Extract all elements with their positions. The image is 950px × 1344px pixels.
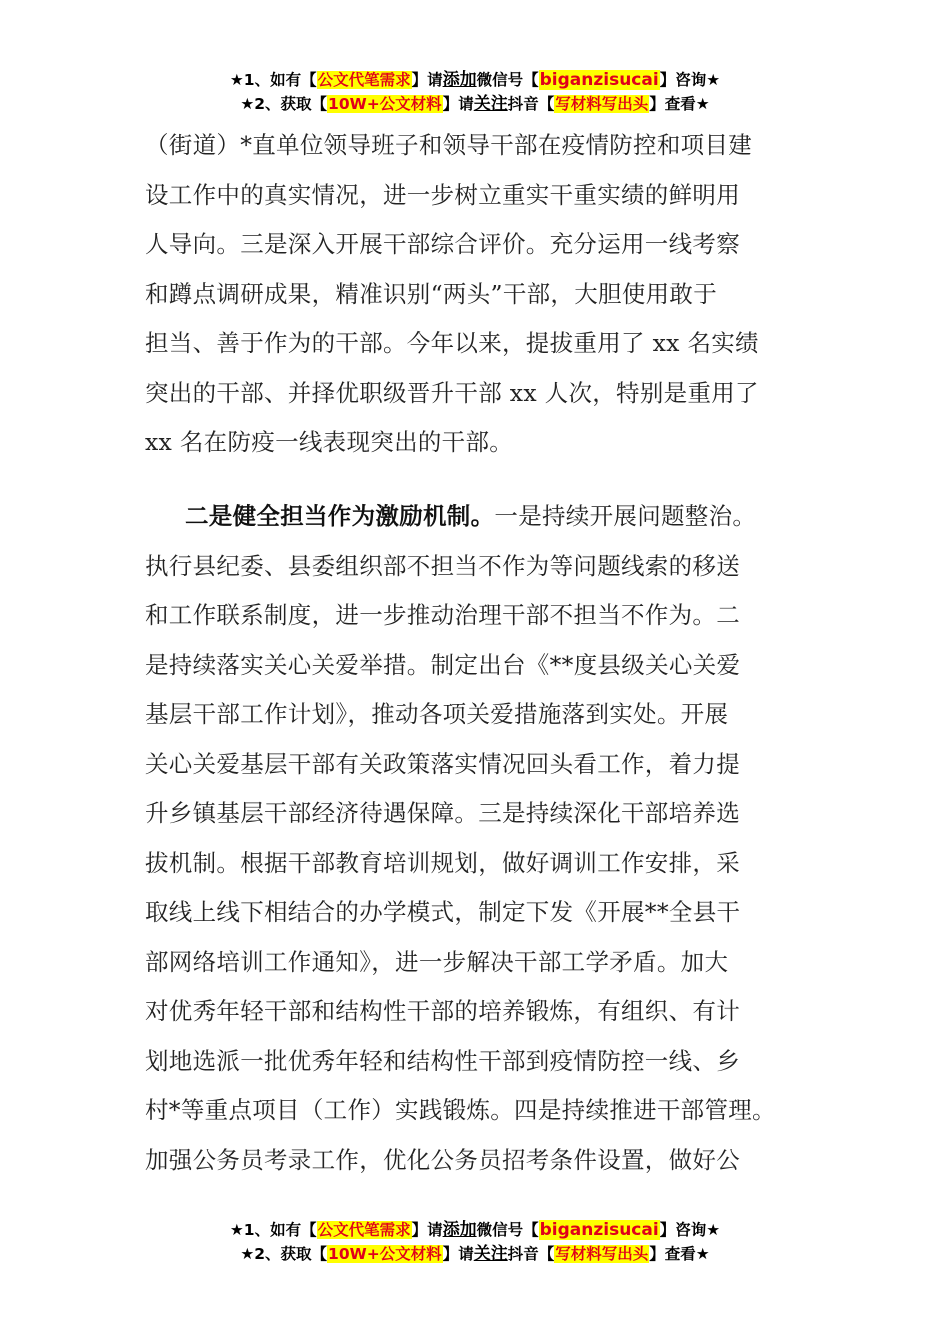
text-line: 人导向。三是深入开展干部综合评价。充分运用一线考察 (145, 230, 740, 258)
text-line: 是持续落实关心关爱举措。制定出台《**度县级关心关爱 (145, 650, 741, 679)
text-line: （街道）*直单位领导班子和领导干部在疫情防控和项目建 (145, 131, 753, 159)
banner-text: ★2、获取【 (240, 95, 328, 113)
text-line: 村*等重点项目（工作）实践锻炼。四是持续推进干部管理。 (145, 1096, 776, 1124)
banner-text: 】请 (411, 1221, 443, 1239)
banner-line-1 (0, 1218, 950, 1242)
banner-line-1 (0, 68, 950, 92)
paragraph-heading: 二是健全担当作为激励机制。 (185, 502, 495, 530)
banner-highlight: 公文代笔需求 (317, 1221, 411, 1239)
banner-highlight: 10W+公文材料 (328, 1245, 442, 1263)
text-run: 一是持续开展问题整治。 (494, 502, 757, 530)
banner-text: 】请 (411, 71, 443, 89)
footer-banner (0, 1218, 950, 1266)
banner-text: 】咨询★ (659, 1221, 721, 1239)
banner-text: 】请 (442, 1245, 474, 1263)
banner-line-2 (0, 92, 950, 116)
text-line: 担当、善于作为的干部。今年以来，提拔重用了 xx 名实绩 (145, 329, 759, 357)
text-line: 对优秀年轻干部和结构性干部的培养锻炼，有组织、有计 (145, 997, 740, 1025)
banner-text: 抖音【 (507, 95, 555, 113)
text-line: 部网络培训工作通知》，进一步解决干部工学矛盾。加大 (145, 947, 729, 976)
banner-underline: 关注 (473, 94, 508, 114)
text-line: 加强公务员考录工作，优化公务员招考条件设置，做好公 (145, 1145, 740, 1174)
banner-line-2 (0, 1242, 950, 1266)
text-line: 划地选派一批优秀年轻和结构性干部到疫情防控一线、乡 (145, 1046, 740, 1075)
wechat-id-highlight: biganzisucai (539, 1220, 659, 1240)
paragraph-1 (145, 121, 810, 468)
text-line: 关心关爱基层干部有关政策落实情况回头看工作，着力提 (145, 749, 740, 778)
banner-underline: 添加 (442, 70, 477, 90)
banner-text: ★2、获取【 (240, 1245, 328, 1263)
banner-text: ★1、如有【 (229, 1221, 317, 1239)
douyin-highlight: 写材料写出头 (555, 95, 649, 113)
banner-text: 抖音【 (507, 1245, 555, 1263)
banner-text: 微信号【 (476, 71, 539, 89)
banner-highlight: 公文代笔需求 (317, 71, 411, 89)
text-line: 和蹲点调研成果，精准识别“两头”干部，大胆使用敢于 (145, 279, 718, 308)
banner-text: ★1、如有【 (229, 71, 317, 89)
text-line: 升乡镇基层干部经济待遇保障。三是持续深化干部培养选 (145, 799, 740, 827)
paragraph-2 (145, 492, 810, 1185)
banner-text: 】请 (442, 95, 474, 113)
text-line: 取线上线下相结合的办学模式，制定下发《开展**全县干 (145, 898, 741, 926)
banner-text: 】咨询★ (659, 71, 721, 89)
banner-underline: 添加 (442, 1220, 477, 1240)
text-line: 设工作中的真实情况，进一步树立重实干重实绩的鲜明用 (145, 180, 740, 209)
text-line-first (145, 492, 810, 542)
banner-highlight: 10W+公文材料 (328, 95, 442, 113)
header-banner (0, 68, 950, 116)
banner-text: 】查看★ (649, 95, 710, 113)
douyin-highlight: 写材料写出头 (555, 1245, 649, 1263)
text-line: 拔机制。根据干部教育培训规划，做好调训工作安排，采 (145, 848, 740, 877)
banner-text: 】查看★ (649, 1245, 710, 1263)
text-line: 基层干部工作计划》，推动各项关爱措施落到实处。开展 (145, 700, 729, 728)
text-line: xx 名在防疫一线表现突出的干部。 (145, 428, 514, 456)
text-line: 和工作联系制度，进一步推动治理干部不担当不作为。二 (145, 601, 740, 629)
wechat-id-highlight: biganzisucai (539, 70, 659, 90)
banner-underline: 关注 (473, 1244, 508, 1264)
text-line: 执行县纪委、县委组织部不担当不作为等问题线索的移送 (145, 551, 740, 580)
banner-text: 微信号【 (476, 1221, 539, 1239)
text-line: 突出的干部、并择优职级晋升干部 xx 人次，特别是重用了 (145, 378, 759, 407)
